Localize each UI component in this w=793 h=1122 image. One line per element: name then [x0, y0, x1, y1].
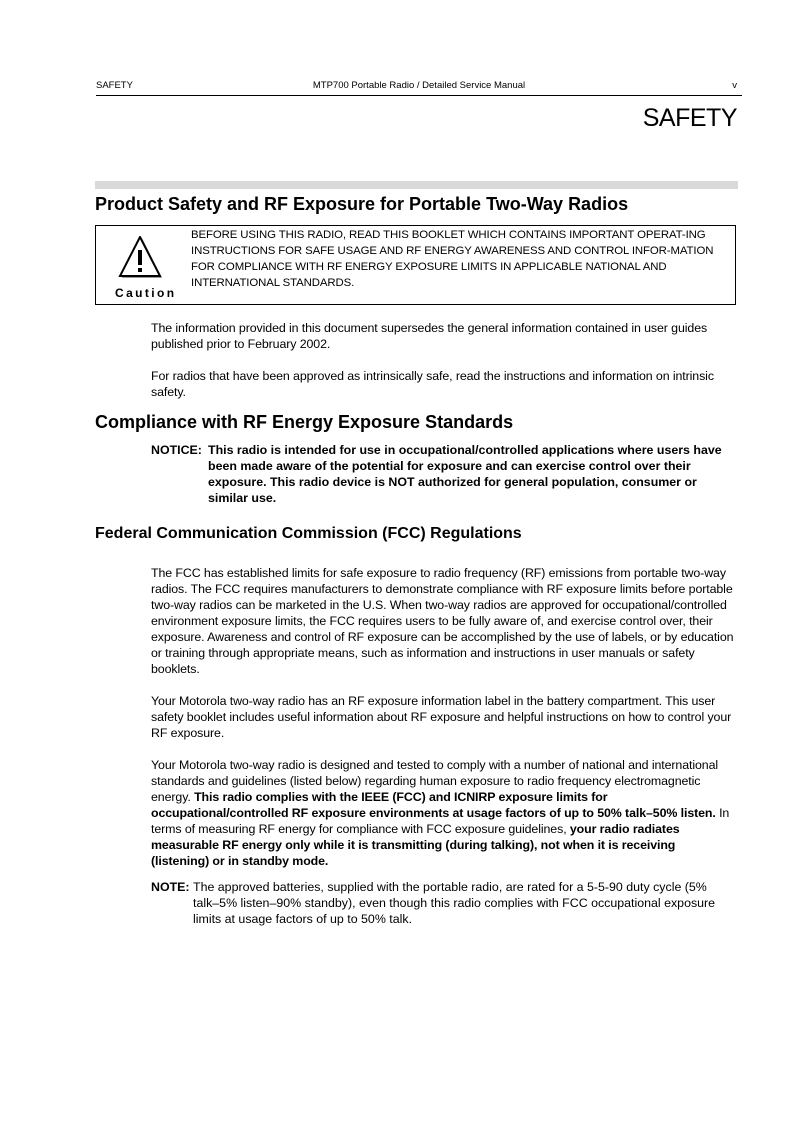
chapter-title: SAFETY — [642, 104, 737, 132]
note-block — [151, 879, 736, 927]
heading-compliance-rf: Compliance with RF Energy Exposure Standards — [95, 412, 514, 432]
compliance-text-2-bold: This radio complies with the IEEE (FCC) and ICNIRP exposure limits for occupational/controlled RF exposure environments at usage factors of up to 50% talk–50% listen. — [151, 790, 716, 820]
notice-text: This radio is intended for use in occupational/controlled applications where users have been made aware of the potential for exposure and can exercise control over their exposure. This radio device is NOT authorized for general population, consumer or similar use. — [208, 443, 722, 505]
caution-label: Caution — [115, 286, 177, 300]
paragraph-intrinsic-safety: For radios that have been approved as intrinsically safe, read the instructions and information on intrinsic safety. — [151, 369, 714, 399]
warning-triangle-icon — [116, 236, 164, 280]
notice-label: NOTICE: — [151, 443, 202, 457]
paragraph-compliance-standards — [151, 757, 736, 869]
heading-product-safety: Product Safety and RF Exposure for Portable Two-Way Radios — [95, 194, 629, 214]
paragraph-rf-label: Your Motorola two-way radio has an RF exposure information label in the battery compartment. This user safety booklet includes useful information about RF exposure and helpful instructions on how to control your RF exposure. — [151, 694, 732, 740]
note-text: The approved batteries, supplied with the portable radio, are rated for a 5-5-90 duty cycle (5% talk–5% listen–90% standby), even though this radio complies with FCC occupational exposure limits at usage factors of up to 50% talk. — [193, 880, 716, 926]
notice-block — [151, 442, 736, 506]
section-divider-bar — [95, 181, 738, 189]
heading-fcc-regulations: Federal Communication Commission (FCC) Regulations — [95, 525, 522, 542]
caution-box — [95, 225, 736, 305]
header-page-number: v — [732, 80, 737, 91]
compliance-text-3: In terms of measuring RF energy for compliance with FCC exposure guidelines, — [151, 806, 730, 836]
paragraph-supersedes-info: The information provided in this document supersedes the general information contained in user guides published prior to February 2002. — [151, 321, 708, 351]
compliance-text-1: Your Motorola two-way radio is designed and tested to comply with a number of national and international standards and guidelines (listed below) regarding human exposure to radio frequency electromagnetic energy. — [151, 758, 719, 804]
running-header — [96, 79, 742, 96]
compliance-text-4-bold: your radio radiates measurable RF energy only while it is transmitting (during talking), not when it is receiving (listening) or in standby mode. — [151, 822, 680, 868]
header-section-label: SAFETY — [96, 80, 133, 91]
note-label: NOTE: — [151, 880, 190, 894]
header-manual-title: MTP700 Portable Radio / Detailed Service Manual — [312, 80, 526, 91]
paragraph-fcc-limits: The FCC has established limits for safe exposure to radio frequency (RF) emissions from portable two-way radios. The FCC requires manufacturers to demonstrate compliance with RF exposure limits before portable two-way radios can be marketed in the U.S. When two-way radios are approved for occupational/controlled environment exposure limits, the FCC requires users to be fully aware of, and exercise control over, their exposure. Awareness and control of RF exposure can be accomplished by the use of labels, or by education or training through appropriate means, such as information and instructions in user manuals or safety booklets. — [151, 566, 734, 676]
caution-text: BEFORE USING THIS RADIO, READ THIS BOOKLET WHICH CONTAINS IMPORTANT OPERAT-ING INSTRUCTIONS FOR SAFE USAGE AND RF ENERGY AWARENESS AND CONTROL INFOR-MATION FOR COMPLIANCE WITH RF ENERGY EXPOSURE LIMITS IN APPLICABLE NATIONAL AND INTERNATIONAL STANDARDS. — [191, 229, 714, 289]
